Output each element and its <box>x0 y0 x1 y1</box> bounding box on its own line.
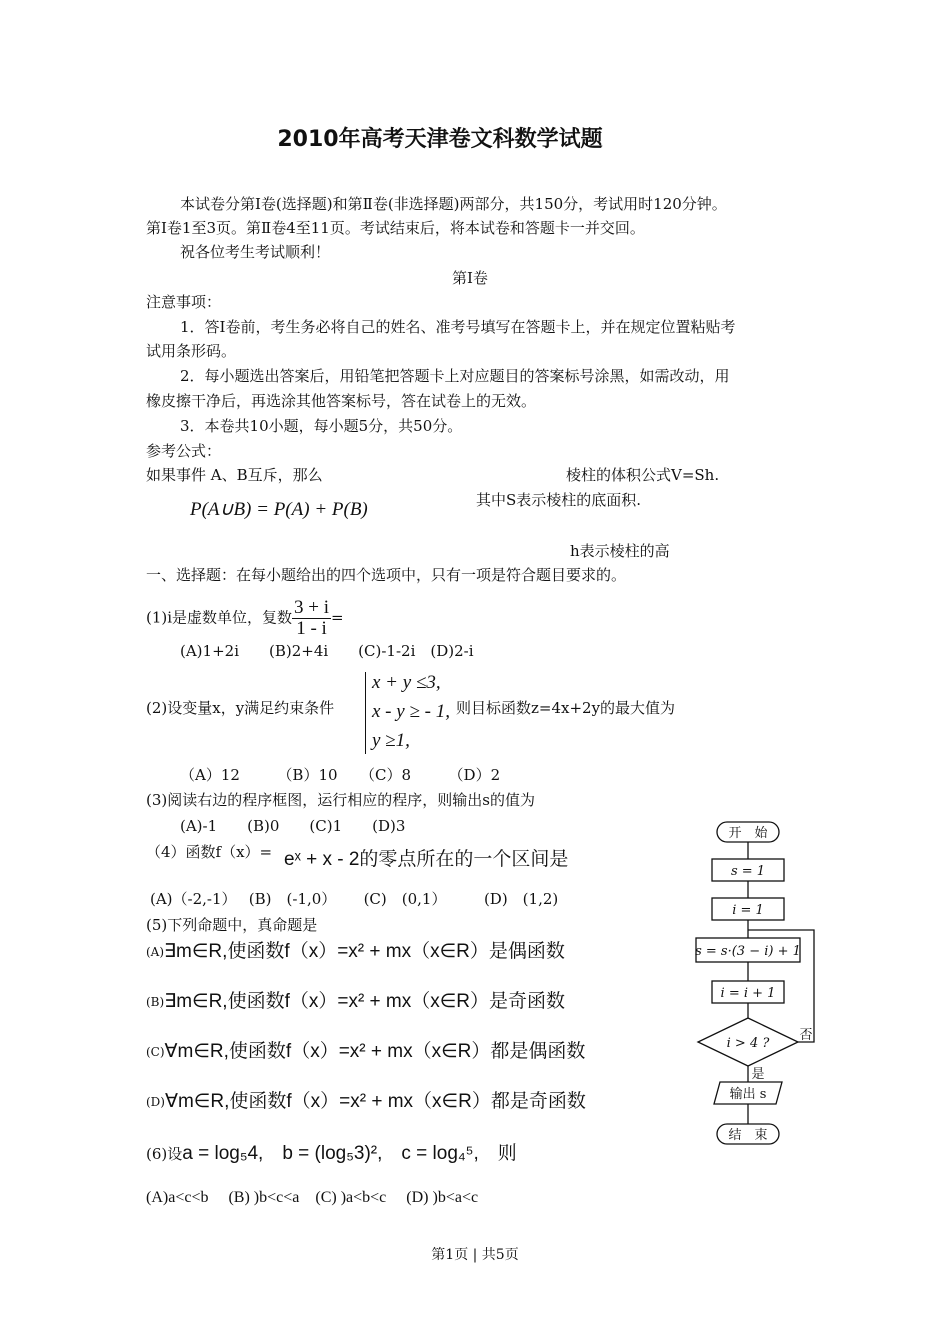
option-text: ∀m∈R,使函数f（x）=x² + mx（x∈R）都是奇函数 <box>164 1091 586 1112</box>
probability-formula: P(A∪B) = P(A) + P(B) <box>190 499 368 520</box>
q4-text: （4）函数f（x）= <box>146 843 273 861</box>
q2-tail: 则目标函数z=4x+2y的最大值为 <box>456 699 676 717</box>
brace <box>365 672 372 754</box>
q1-numerator: 3 + i <box>294 597 330 618</box>
page-footer: 第1页 | 共5页 <box>431 1247 519 1263</box>
question-6 <box>146 1144 517 1164</box>
q4-expr: eˣ + x - 2的零点所在的一个区间是 <box>284 849 569 870</box>
formula-condition: 如果事件 A、B互斥，那么 <box>146 466 323 484</box>
formula-heading: 参考公式： <box>146 442 222 460</box>
option-label: (B) <box>146 995 165 1009</box>
q6-expr: a = log₅4, b = (log₅3)², c = log₄⁵, 则 <box>182 1143 517 1164</box>
update-label: s = s·(3 − i) + 1 <box>695 944 801 959</box>
option-text: ∃m∈R,使函数f（x）=x² + mx（x∈R）是奇函数 <box>164 991 566 1012</box>
intro-line: 第Ⅰ卷1至3页。第Ⅱ卷4至11页。考试结束后，将本试卷和答题卡一并交回。 <box>146 219 645 237</box>
q4-options: (A)（-2,-1） (B) (-1,0） (C) (0,1） (D) (1,2) <box>150 890 559 908</box>
yes-label: 是 <box>751 1067 765 1082</box>
note-line: 橡皮擦干净后，再选涂其他答案标号，答在试卷上的无效。 <box>146 392 537 410</box>
q1-fraction <box>292 598 331 639</box>
start-label: 开 始 <box>728 826 768 841</box>
prism-volume: 棱柱的体积公式V=Sh. <box>566 466 720 484</box>
q5-text: (5)下列命题中，真命题是 <box>146 916 318 934</box>
q6-options: (A)a<c<b (B) )b<c<a (C) )a<b<c (D) )b<a<c <box>146 1189 479 1206</box>
option-label: (A) <box>146 945 165 959</box>
output-label: 输出 s <box>729 1087 767 1102</box>
note-line: 3．本卷共10小题，每小题5分，共50分。 <box>180 417 463 435</box>
q5-option <box>146 1092 586 1112</box>
note-line: 试用条形码。 <box>146 342 237 360</box>
i1-label: i = 1 <box>732 903 764 918</box>
option-text: ∀m∈R,使函数f（x）=x² + mx（x∈R）都是偶函数 <box>164 1041 586 1062</box>
inc-label: i = i + 1 <box>720 986 776 1001</box>
intro-line: 本试卷分第I卷(选择题)和第Ⅱ卷(非选择题)两部分，共150分，考试用时120分钟。 <box>180 195 727 213</box>
q5-option <box>146 942 565 962</box>
end-label: 结 束 <box>728 1128 768 1143</box>
q1-denominator: 1 - i <box>296 618 327 639</box>
q2-constraint: x - y ≥ - 1, <box>372 701 450 722</box>
q5-option <box>146 1042 585 1062</box>
q1-options: (A)1+2i (B)2+4i (C)-1-2i (D)2-i <box>180 642 474 660</box>
question-1 <box>146 598 344 639</box>
prism-height: h表示棱柱的高 <box>570 542 670 560</box>
cond-label: i > 4 ? <box>726 1036 770 1051</box>
q2-text: (2)设变量x，y满足约束条件 <box>146 699 335 717</box>
q3-text: (3)阅读右边的程序框图，运行相应的程序，则输出s的值为 <box>146 791 535 809</box>
q1-text: (1)i是虚数单位，复数 <box>146 608 293 627</box>
section-heading: 第Ⅰ卷 <box>452 269 488 287</box>
notes-heading: 注意事项： <box>146 293 222 311</box>
option-label: (C) <box>146 1045 165 1059</box>
prism-base: 其中S表示棱柱的底面积. <box>476 491 642 509</box>
option-text: ∃m∈R,使函数f（x）=x² + mx（x∈R）是偶函数 <box>164 941 565 962</box>
q6-text: (6)设 <box>146 1145 183 1163</box>
no-label: 否 <box>799 1028 813 1043</box>
s1-label: s = 1 <box>730 864 766 879</box>
note-line: 1．答Ⅰ卷前，考生务必将自己的姓名、准考号填写在答题卡上，并在规定位置粘贴考 <box>180 318 736 336</box>
q5-option <box>146 992 565 1012</box>
q2-options: （A）12 （B）10 （C）8 （D）2 <box>180 766 501 784</box>
part-heading: 一、选择题：在每小题给出的四个选项中，只有一项是符合题目要求的。 <box>146 566 627 584</box>
q2-constraint: y ≥1, <box>372 730 410 751</box>
page-title: 2010年高考天津卷文科数学试题 <box>277 127 603 152</box>
flowchart <box>690 815 830 1150</box>
option-label: (D) <box>146 1095 165 1109</box>
note-line: 2．每小题选出答案后，用铅笔把答题卡上对应题目的答案标号涂黑，如需改动，用 <box>180 367 730 385</box>
intro-line: 祝各位考生考试顺利！ <box>180 243 331 261</box>
q2-constraint: x + y ≤3, <box>372 672 441 693</box>
q1-eq: = <box>331 608 344 627</box>
q3-options: (A)-1 (B)0 (C)1 (D)3 <box>180 817 406 835</box>
